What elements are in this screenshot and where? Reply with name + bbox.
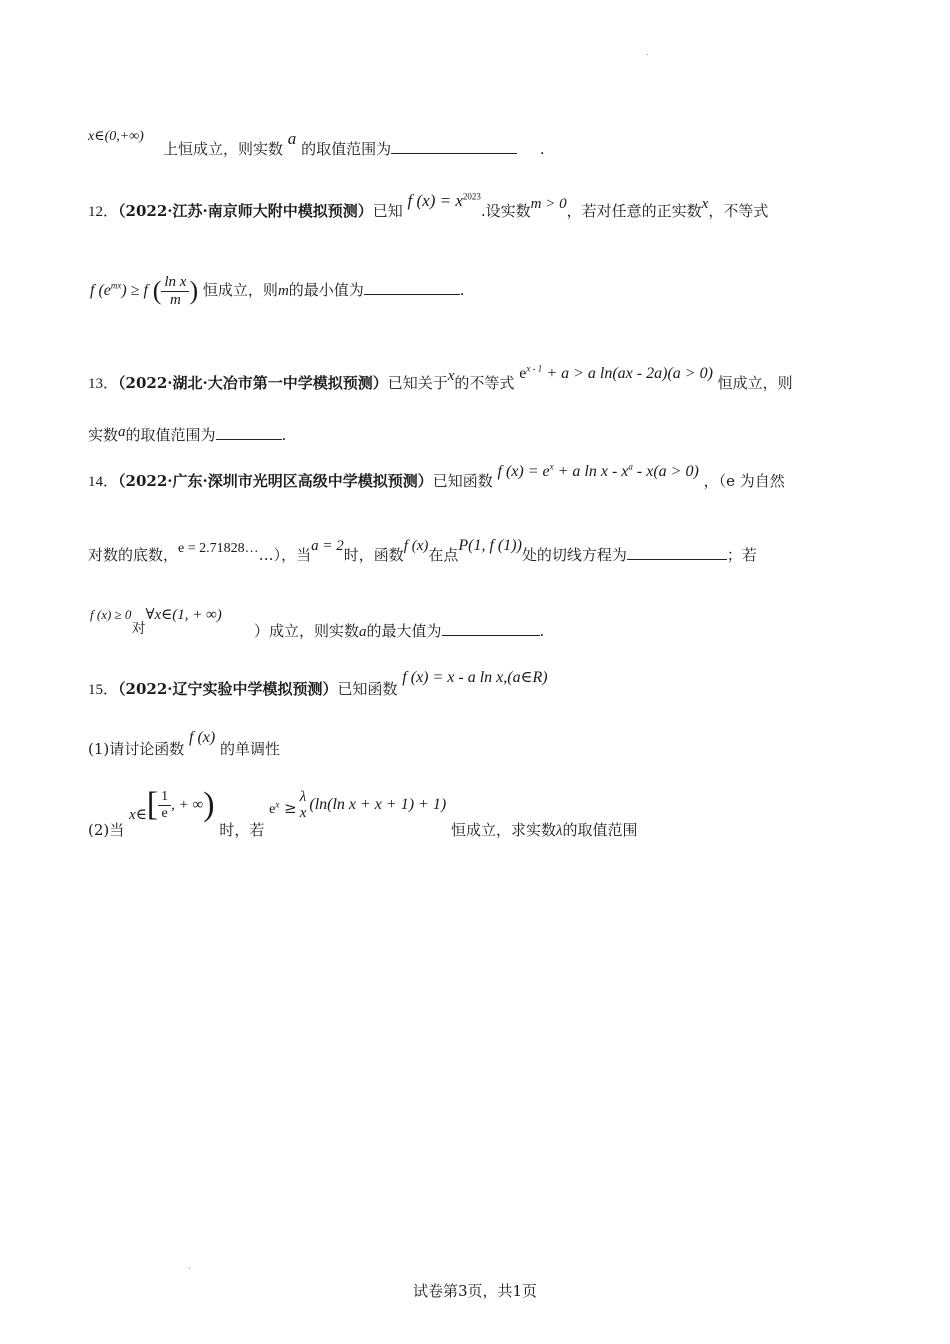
inequality-expr: f $(e^{mx}) \ge f$ [90, 280, 148, 299]
question-15-part2: (2)当 x∈[ $\frac{1}{e}$ , + ∞) 时，若 $e^x$ ≥ λ x (ln(ln x + x + 1) + 1) 恒成立，求实数λ的取值范围 [88, 786, 638, 839]
dot-mark: . [188, 1262, 191, 1271]
answer-blank[interactable] [364, 280, 460, 295]
question-source: （2022·广东·深圳市光明区高级中学模拟预测） [118, 472, 433, 490]
inequality-expr: $e^x$ [269, 799, 280, 817]
question-source: （2022·江苏·南京师大附中模拟预测） [118, 202, 373, 220]
question-12: 12．（2022·江苏·南京师大附中模拟预测）已知 f $(x) = x^{2023}$.设实数m > 0，若对任意的正实数x，不等式 [88, 191, 769, 220]
q11-tail [88, 126, 144, 145]
function-expr: f (x) = x - a ln x,(a∈R) [402, 669, 548, 686]
answer-blank[interactable] [391, 139, 517, 154]
question-source: （2022·湖北·大冶市第一中学模拟预测） [118, 374, 388, 392]
question-13-line2: 实数a的取值范围为 . [88, 424, 287, 444]
inequality-expr: $e^{x - 1} + a > a$ ln(ax - 2a)(a > 0) [519, 363, 713, 382]
domain-expr: x∈(0,+∞) [88, 129, 144, 144]
question-14-line3: f (x) ≥ 0对∀x∈(1, + ∞) [90, 607, 222, 637]
question-source: （2022·辽宁实验中学模拟预测） [118, 680, 338, 698]
function-expr: f $(x) = e^x + a$ $\ln x - x^a - x(a > 0)$ [497, 461, 699, 480]
question-14: 14．（2022·广东·深圳市光明区高级中学模拟预测）已知函数 f $(x) = e^x + a$ $\ln x - x^a - x(a > 0)$ ，（e 为自然 [88, 461, 785, 490]
answer-blank[interactable] [216, 425, 282, 440]
question-14-line2: 对数的底数，e = 2.71828……），当a = 2时，函数f (x)在点P(1, f (1))处的切线方程为 ；若 [88, 537, 757, 564]
question-15-part1: (1)请讨论函数 f (x) 的单调性 [88, 729, 281, 758]
dot-mark: . [646, 48, 649, 57]
question-13: 13．（2022·湖北·大冶市第一中学模拟预测）已知关于x的不等式 $e^{x - 1} + a > a$ ln(ax - 2a)(a > 0) 恒成立，则 [88, 363, 793, 392]
q11-tail-line: 上恒成立，则实数 a 的取值范围为 . [163, 129, 545, 158]
question-15: 15．（2022·辽宁实验中学模拟预测）已知函数 f (x) = x - a ln x,(a∈R) [88, 669, 548, 698]
question-12-line2: f $(e^{mx}) \ge f$ ( $\frac{\text{ln x}}{m}$ ) 恒成立，则m的最小值为 . [90, 274, 465, 308]
function-expr: f $(x) = x^{2023}$ [407, 191, 481, 210]
answer-blank[interactable] [442, 621, 540, 636]
answer-blank[interactable] [627, 545, 727, 560]
question-14-line3-tail: ）成立，则实数a的最大值为 . [254, 622, 545, 640]
page-footer: 试卷第3页，共1页 [412, 1282, 538, 1300]
